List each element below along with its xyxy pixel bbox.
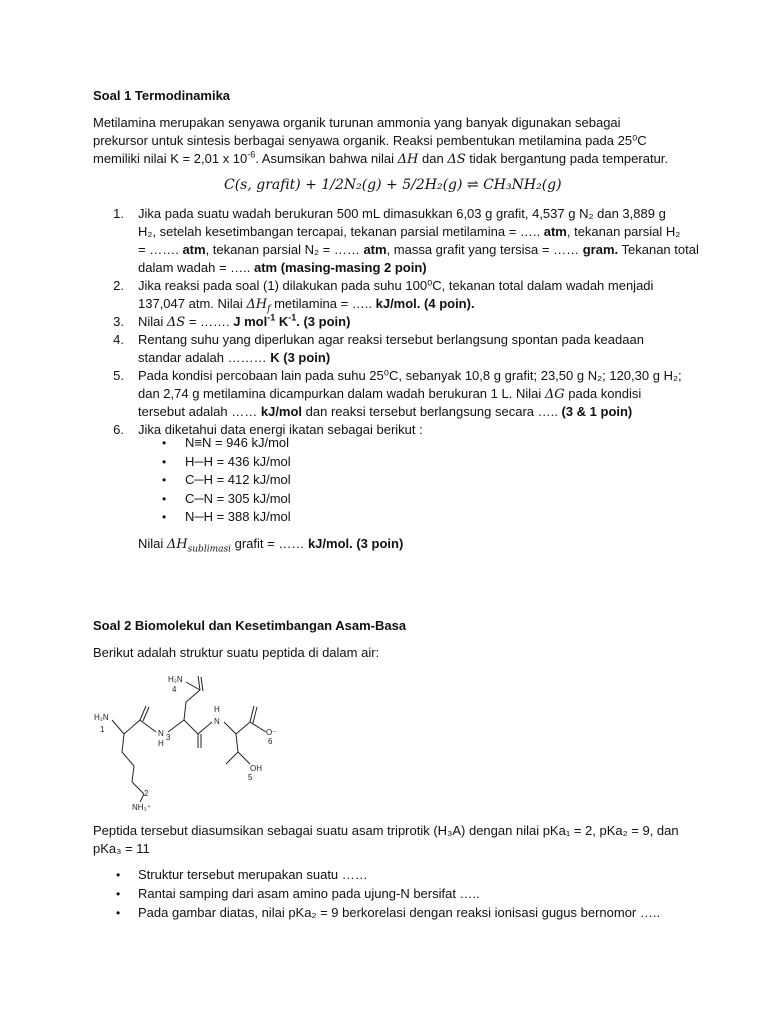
label-right-n: N bbox=[214, 717, 220, 726]
label-num-1: 1 bbox=[100, 725, 105, 734]
bond-energy-item: C─N = 305 kJ/mol bbox=[185, 490, 291, 506]
item-line: Nilai ΔS = ……. J mol$^{-1}$ $K^{-1}$. (3 poin) bbox=[138, 312, 351, 330]
item-line: Jika reaksi pada soal (1) dilakukan pada suhu 100⁰C, tekanan total dalam wadah menjadi bbox=[138, 278, 654, 293]
bond-energy-item: N≡N = 946 kJ/mol bbox=[185, 435, 290, 450]
bullet-icon: • bbox=[116, 868, 121, 882]
intro-and-text: dan bbox=[422, 151, 444, 166]
peptide-structure-image bbox=[88, 668, 280, 818]
bond-energy-item: N─H = 388 kJ/mol bbox=[185, 509, 291, 524]
item-line: 137,047 atm. Nilai $\Delta H_f$ metilamina = ….. kJ/mol. (4 poin). bbox=[138, 296, 475, 315]
label-h2n-left: H₂N bbox=[94, 713, 109, 722]
item-line: H₂, setelah kesetimbangan tercapai, tekanan parsial metilamina = ….. atm, tekanan parsial H₂ bbox=[138, 224, 681, 239]
delta-s-symbol: ΔS bbox=[447, 152, 466, 167]
bullet-icon: • bbox=[162, 510, 167, 524]
peptide-bonds bbox=[112, 676, 266, 802]
item-line: dalam wadah = ….. atm (masing-masing 2 poin) bbox=[138, 260, 427, 275]
item-number: 2. bbox=[113, 278, 124, 293]
item-line: = ……. atm, tekanan parsial N₂ = …… atm, massa grafit yang tersisa = …… gram. Tekanan total bbox=[138, 242, 699, 257]
bond-energy-item: H─H = 436 kJ/mol bbox=[185, 453, 291, 469]
soal1-title: Soal 1 Termodinamika bbox=[93, 88, 231, 103]
label-oh: OH bbox=[250, 764, 262, 773]
label-nh-h: H bbox=[158, 739, 164, 748]
bullet-icon: • bbox=[162, 436, 167, 450]
label-nh3: NH₃⁺ bbox=[132, 803, 152, 812]
bond-energy-item: C─H = 412 kJ/mol bbox=[185, 472, 291, 487]
bullet-icon: • bbox=[162, 454, 167, 469]
soal1-intro-line2: prekursor untuk sintesis berbagai senyawa organik. Reaksi pembentukan metilamina pada 25⁰C bbox=[93, 133, 647, 148]
item-number: 1. bbox=[113, 206, 124, 221]
bullet-icon: • bbox=[162, 473, 167, 487]
item-line: Jika diketahui data energi ikatan sebagai berikut : bbox=[138, 422, 423, 437]
item-line: dan 2,74 g metilamina dicampurkan dalam wadah berukuran 1 L. Nilai ΔG pada kondisi bbox=[138, 386, 642, 402]
item-line: Rentang suhu yang diperlukan agar reaksi tersebut berlangsung spontan pada keadaan bbox=[138, 332, 644, 347]
label-num-5: 5 bbox=[248, 773, 253, 782]
sublimation-question: Nilai $\Delta H_{sublimasi}$ grafit = …… kJ/mol. (3 poin) bbox=[138, 536, 404, 555]
label-right-h: H bbox=[214, 705, 220, 714]
bullet-icon: • bbox=[162, 491, 167, 506]
item-number: 5. bbox=[113, 368, 124, 383]
soal1-intro-line3 bbox=[93, 150, 668, 169]
item-line: standar adalah ……… K (3 poin) bbox=[138, 350, 331, 365]
bullet-icon: • bbox=[116, 887, 121, 901]
label-num-3: 3 bbox=[166, 733, 171, 742]
soal2-intro: Berikut adalah struktur suatu peptida di dalam air: bbox=[93, 645, 380, 660]
soal2-paragraph-line2: pKa₃ = 11 bbox=[93, 841, 150, 856]
label-nh-n: N bbox=[158, 729, 164, 738]
label-h2n-top: H₂N bbox=[168, 675, 183, 684]
item-number: 3. bbox=[113, 314, 124, 329]
soal2-bullet-item: Struktur tersebut merupakan suatu …… bbox=[138, 867, 368, 882]
intro-k-value: memiliki nilai K = 2,01 x 10 bbox=[93, 151, 248, 166]
label-num-4: 4 bbox=[172, 685, 177, 694]
label-num-2: 2 bbox=[144, 789, 149, 798]
label-o-minus: O⁻ bbox=[266, 728, 277, 737]
delta-h-symbol: ΔH bbox=[397, 152, 419, 167]
soal2-paragraph-line1: Peptida tersebut diasumsikan sebagai suatu asam triprotik (H₃A) dengan nilai pKa₁ = 2, pKa₂ = 9, dan bbox=[93, 823, 679, 838]
intro-assume-text: . Asumsikan bahwa nilai bbox=[255, 151, 395, 166]
soal2-bullet-item: Pada gambar diatas, nilai pKa₂ = 9 berkorelasi dengan reaksi ionisasi gugus bernomor ….. bbox=[138, 905, 661, 920]
item-line: tersebut adalah …… kJ/mol dan reaksi tersebut berlangsung secara ….. (3 & 1 poin) bbox=[138, 404, 633, 419]
item-number: 4. bbox=[113, 332, 124, 347]
item-line: Jika pada suatu wadah berukuran 500 mL dimasukkan 6,03 g grafit, 4,537 g N₂ dan 3,889 g bbox=[138, 206, 666, 221]
intro-end-text: tidak bergantung pada temperatur. bbox=[469, 151, 669, 166]
item-line: Pada kondisi percobaan lain pada suhu 25⁰C, sebanyak 10,8 g grafit; 23,50 g N₂; 120,30 g H₂; bbox=[138, 368, 682, 383]
soal2-bullet-item: Rantai samping dari asam amino pada ujung-N bersifat ….. bbox=[138, 886, 480, 901]
item-number: 6. bbox=[113, 422, 124, 437]
soal1-intro-line1: Metilamina merupakan senyawa organik turunan ammonia yang banyak digunakan sebagai bbox=[93, 115, 621, 130]
soal2-title: Soal 2 Biomolekul dan Kesetimbangan Asam-Basa bbox=[93, 618, 407, 633]
label-num-6: 6 bbox=[268, 737, 273, 746]
bullet-icon: • bbox=[116, 906, 121, 920]
reaction-equation: C(s, grafit) + 1/2N₂(g) + 5/2H₂(g) ⇌ CH₃NH₂(g) bbox=[224, 177, 562, 193]
intro-k-exponent: -6 bbox=[247, 149, 256, 160]
